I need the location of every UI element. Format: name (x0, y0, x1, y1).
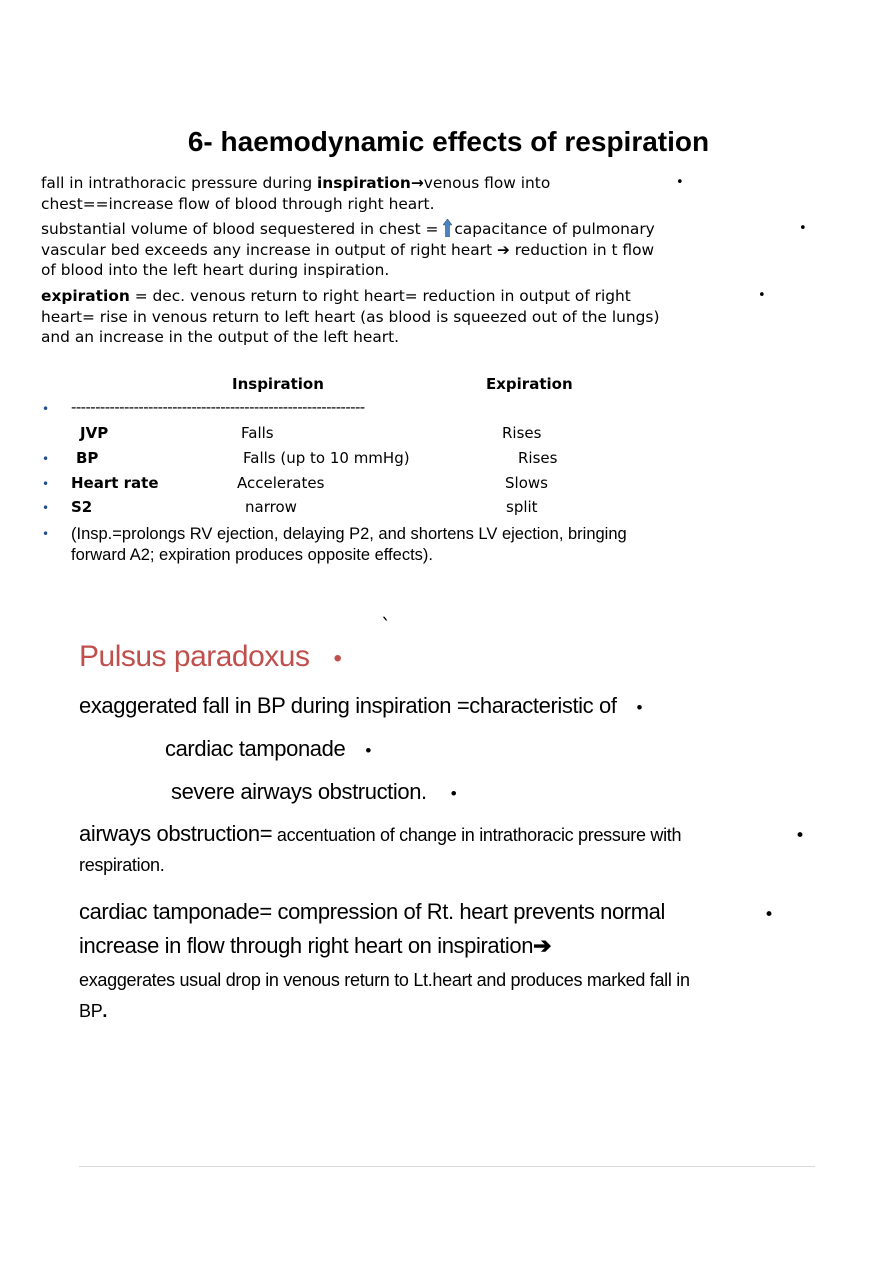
table-divider: ------------------------------------------------------------- (71, 398, 365, 416)
paragraph-expiration: expiration = dec. venous return to right heart= reduction in output of right heart= rise in venous return to left heart (as blood is squeezed out of the lungs) and an increase in the output of the left heart. (41, 287, 660, 346)
bullet-icon: • (636, 698, 643, 717)
row-label-jvp: JVP (80, 424, 109, 442)
arrow-bold-icon: ➔ (533, 933, 552, 958)
pulsus-airways-paragraph: airways obstruction= accentuation of change in intrathoracic pressure with respiration. (79, 821, 682, 875)
bullet-icon: • (42, 501, 50, 515)
stray-mark: ` (381, 614, 391, 638)
cell-bp-inspiration: Falls (up to 10 mmHg) (243, 449, 410, 467)
bullet-icon: • (333, 645, 342, 672)
paragraph-inspiration: fall in intrathoracic pressure during inspiration→venous flow into chest==increase flow of blood through right heart. (41, 174, 551, 213)
bullet-icon: • (450, 784, 457, 803)
bullet-icon: • (42, 402, 50, 416)
pulsus-item-airways: severe airways obstruction. • (171, 779, 457, 804)
bullet-icon: • (764, 905, 775, 925)
up-arrow-icon (443, 219, 452, 237)
bullet-icon: • (42, 452, 50, 466)
cell-jvp-inspiration: Falls (241, 424, 274, 442)
table-note: (Insp.=prolongs RV ejection, delaying P2, and shortens LV ejection, bringing forward A2; expiration produces opposite effects). (71, 525, 627, 564)
pulsus-definition: exaggerated fall in BP during inspiration =characteristic of • (79, 693, 643, 718)
row-label-s2: S2 (71, 498, 93, 516)
arrow-bold-icon: ➔ (496, 240, 510, 259)
cell-s2-expiration: split (506, 498, 538, 516)
cell-heart-rate-expiration: Slows (505, 474, 548, 492)
bullet-icon: • (676, 175, 684, 190)
bullet-icon: • (42, 477, 50, 491)
cell-bp-expiration: Rises (518, 449, 558, 467)
page-title: 6- haemodynamic effects of respiration (187, 126, 710, 157)
cell-s2-inspiration: narrow (245, 498, 297, 516)
cell-heart-rate-inspiration: Accelerates (237, 474, 325, 492)
bullet-icon: • (42, 527, 50, 541)
paragraph-sequestration: substantial volume of blood sequestered in chest = capacitance of pulmonary vascular bed exceeds any increase in output of right heart ➔ reduction in t flow of blood into the left heart during inspiration. (41, 220, 655, 279)
column-header-inspiration: Inspiration (232, 375, 324, 393)
column-header-expiration: Expiration (486, 375, 573, 393)
pulsus-item-tamponade: cardiac tamponade • (165, 736, 371, 761)
pulsus-heading: Pulsus paradoxus • (79, 640, 342, 673)
bullet-icon: • (365, 741, 371, 760)
footer-divider (79, 1166, 815, 1167)
arrow-right-icon: → (410, 174, 424, 192)
pulsus-tamponade-paragraph: cardiac tamponade= compression of Rt. heart prevents normal increase in flow through right heart on inspiration➔ exaggerates usual drop in venous return to Lt.heart and produces marked fall in BP. (79, 899, 690, 1021)
bullet-icon: • (795, 826, 806, 846)
row-label-bp: BP (76, 449, 99, 467)
row-label-heart-rate: Heart rate (71, 474, 159, 492)
bullet-icon: • (799, 221, 807, 236)
bullet-icon: • (758, 288, 766, 303)
cell-jvp-expiration: Rises (502, 424, 542, 442)
